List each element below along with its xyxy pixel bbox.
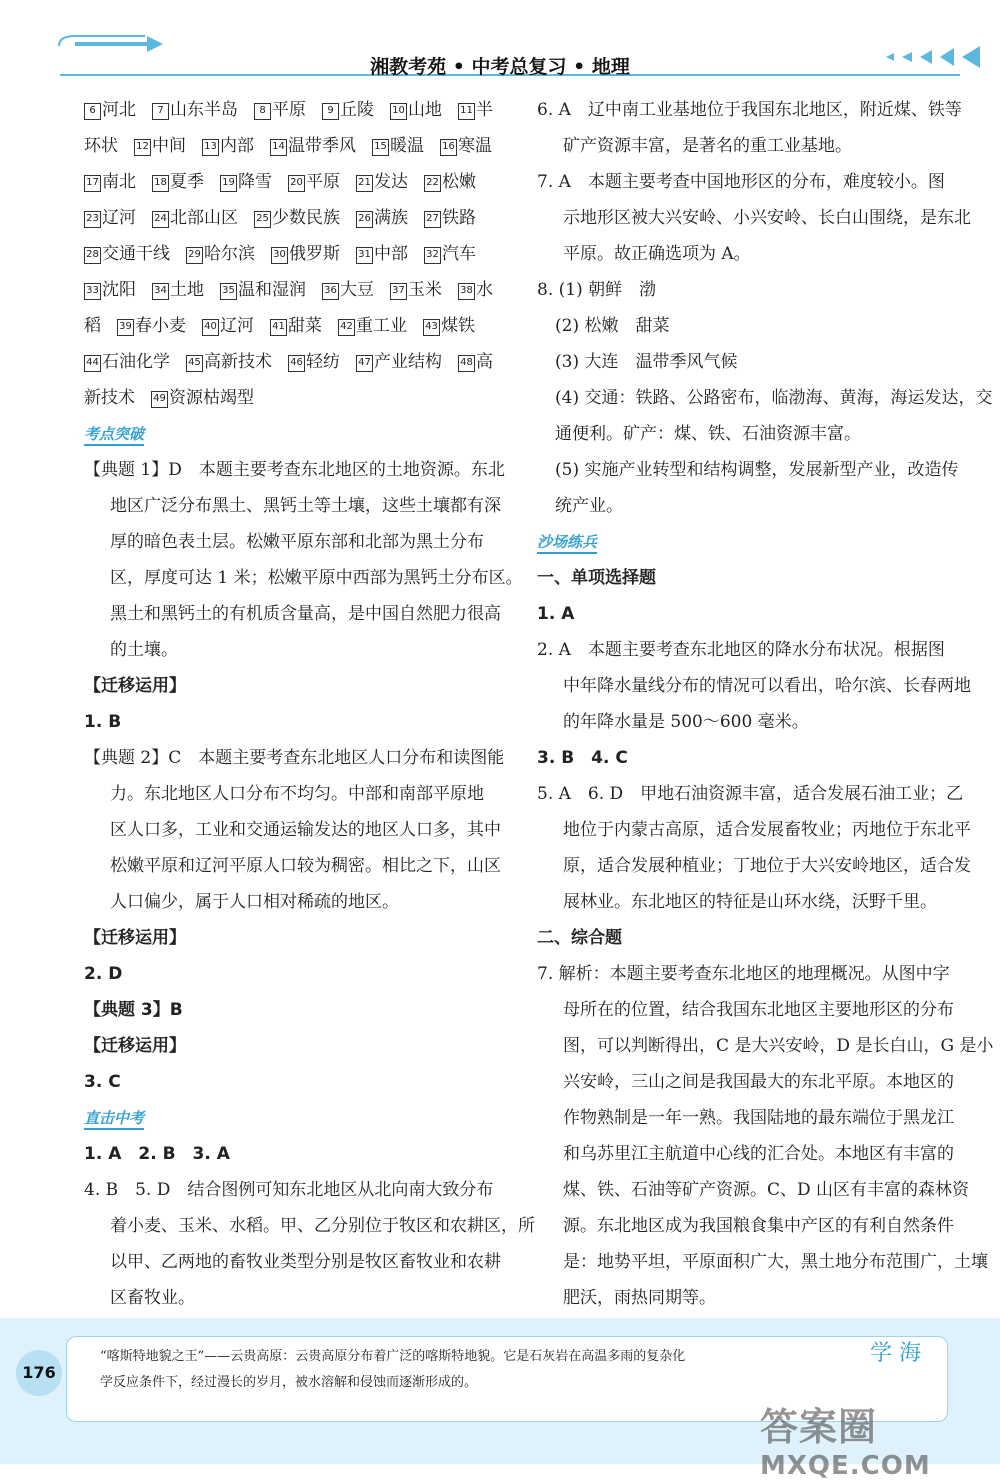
number-box: 31 bbox=[356, 247, 373, 264]
text-line: 煤、铁、石油等矿产资源。C、D 山区有丰富的森林资 bbox=[563, 1180, 970, 1200]
answer-text: 重工业 bbox=[356, 316, 407, 336]
number-box: 22 bbox=[424, 175, 441, 192]
text-line: 的年降水量是 500～600 毫米。 bbox=[563, 712, 809, 732]
answer-text: 河北 bbox=[102, 100, 136, 120]
number-box: 9 bbox=[322, 103, 339, 120]
number-box: 37 bbox=[390, 283, 407, 300]
example-3: 【典题 3】B bbox=[84, 1000, 183, 1020]
text-line: 统产业。 bbox=[555, 496, 623, 516]
answer-row bbox=[84, 308, 504, 344]
answer-item bbox=[186, 352, 272, 372]
answer-text: 南北 bbox=[102, 172, 136, 192]
number-box: 46 bbox=[288, 355, 305, 372]
answer-text: 玉米 bbox=[408, 280, 442, 300]
number-box: 21 bbox=[356, 175, 373, 192]
number-box: 42 bbox=[338, 319, 355, 336]
answer-text: 水 bbox=[476, 280, 493, 300]
number-box: 39 bbox=[117, 319, 134, 336]
logo-xuehai: 学 海 bbox=[870, 1341, 921, 1366]
note-line: 学反应条件下，经过漫长的岁月，被水溶解和侵蚀而逐渐形成的。 bbox=[100, 1375, 478, 1390]
number-box: 45 bbox=[186, 355, 203, 372]
answer-item bbox=[84, 280, 136, 300]
text-line: 黑土和黑钙土的有机质含量高，是中国自然肥力很高 bbox=[110, 604, 501, 624]
text-line: 作物熟制是一年一熟。我国陆地的最东端位于黑龙江 bbox=[563, 1108, 954, 1128]
answer-item bbox=[458, 352, 493, 372]
text-line: (2) 松嫩 甜菜 bbox=[555, 316, 670, 336]
answer-text: 北部山区 bbox=[170, 208, 238, 228]
number-box: 14 bbox=[270, 139, 287, 156]
answer-row bbox=[84, 128, 504, 164]
text-line: 区，厚度可达 1 米；松嫩平原中西部为黑钙土分布区。 bbox=[110, 568, 523, 588]
answer-text: 俄罗斯 bbox=[289, 244, 340, 264]
number-box: 44 bbox=[84, 355, 101, 372]
answer-text: 春小麦 bbox=[135, 316, 186, 336]
text-line: 以甲、乙两地的畜牧业类型分别是牧区畜牧业和农耕 bbox=[110, 1252, 501, 1272]
answer-item bbox=[424, 244, 476, 264]
watermark-url: MXQE.COM bbox=[760, 1451, 931, 1481]
number-box: 11 bbox=[458, 103, 475, 120]
answer-item bbox=[270, 316, 322, 336]
answer-row bbox=[84, 200, 504, 236]
right-column bbox=[537, 92, 994, 1352]
watermark-text: 答案圈 bbox=[760, 1405, 878, 1449]
answer-text: 石油化学 bbox=[102, 352, 170, 372]
answer-item bbox=[390, 280, 442, 300]
text-line: 的土壤。 bbox=[110, 640, 178, 660]
text-line: 示地形区被大兴安岭、小兴安岭、长白山围绕，是东北 bbox=[563, 208, 971, 228]
answer-text: 产业结构 bbox=[374, 352, 442, 372]
number-box: 32 bbox=[424, 247, 441, 264]
answer-item bbox=[220, 280, 306, 300]
answer-text: 大豆 bbox=[340, 280, 374, 300]
answer-item bbox=[322, 100, 374, 120]
number-box: 34 bbox=[152, 283, 169, 300]
answer-text: 辽河 bbox=[220, 316, 254, 336]
number-box: 15 bbox=[372, 139, 389, 156]
answer-item bbox=[372, 136, 424, 156]
answer-text: 降雪 bbox=[238, 172, 272, 192]
answer-text: 煤铁 bbox=[441, 316, 475, 336]
text-line: 源。东北地区成为我国粮食集中产区的有利自然条件 bbox=[563, 1216, 954, 1236]
text-line: 松嫩平原和辽河平原人口较为稠密。相比之下，山区 bbox=[110, 856, 501, 876]
text-line: 人口偏少，属于人口相对稀疏的地区。 bbox=[110, 892, 399, 912]
answer-item bbox=[152, 100, 238, 120]
number-box: 25 bbox=[254, 211, 271, 228]
answer-item bbox=[84, 316, 101, 336]
subsection-heading: 二、综合题 bbox=[537, 928, 622, 948]
text-line: 地区广泛分布黑土、黑钙土等土壤，这些土壤都有深 bbox=[110, 496, 501, 516]
number-box: 36 bbox=[322, 283, 339, 300]
number-box: 16 bbox=[440, 139, 457, 156]
example-2 bbox=[84, 740, 504, 920]
answer-item bbox=[288, 172, 340, 192]
answer-text: 中部 bbox=[374, 244, 408, 264]
answer-item bbox=[254, 100, 306, 120]
answer-line: 3. C bbox=[84, 1072, 121, 1092]
answer-row bbox=[84, 236, 504, 272]
answer-item bbox=[424, 172, 476, 192]
subsection-heading: 一、单项选择题 bbox=[537, 568, 656, 588]
answer-item bbox=[356, 352, 442, 372]
answer-line: 1. A 2. B 3. A bbox=[84, 1144, 230, 1164]
text-line: 【典题 2】C 本题主要考查东北地区人口分布和读图能 bbox=[84, 748, 505, 768]
answer-text: 土地 bbox=[170, 280, 204, 300]
number-box: 27 bbox=[424, 211, 441, 228]
answer-item bbox=[356, 244, 408, 264]
answer-item bbox=[134, 136, 186, 156]
answer-item bbox=[202, 316, 254, 336]
answer-text: 稻 bbox=[84, 316, 101, 336]
answer-line: 2. D bbox=[84, 964, 123, 984]
answer-text: 交通干线 bbox=[102, 244, 170, 264]
answer-item bbox=[84, 244, 170, 264]
text-line: 通便利。矿产：煤、铁、石油资源丰富。 bbox=[555, 424, 861, 444]
number-box: 29 bbox=[186, 247, 203, 264]
number-box: 47 bbox=[356, 355, 373, 372]
number-box: 41 bbox=[270, 319, 287, 336]
answer-text: 满族 bbox=[374, 208, 408, 228]
header-triangles-icon bbox=[880, 44, 990, 70]
header-title: 湘教考苑 • 中考总复习 • 地理 bbox=[370, 56, 630, 78]
text-line: 平原。故正确选项为 A。 bbox=[563, 244, 751, 264]
text-line: 7. A 本题主要考查中国地形区的分布，难度较小。图 bbox=[537, 172, 945, 192]
answer-item bbox=[152, 280, 204, 300]
section-zhiji-zhongkao: 直击中考 bbox=[84, 1100, 504, 1136]
number-box: 12 bbox=[134, 139, 151, 156]
answer-item bbox=[356, 208, 408, 228]
number-box: 20 bbox=[288, 175, 305, 192]
answer-item bbox=[322, 280, 374, 300]
answer-item bbox=[356, 172, 408, 192]
answer-text: 甜菜 bbox=[288, 316, 322, 336]
text-line: 中年降水量线分布的情况可以看出，哈尔滨、长春两地 bbox=[563, 676, 971, 696]
answer-row bbox=[84, 380, 504, 416]
answer-text: 哈尔滨 bbox=[204, 244, 255, 264]
answer-row bbox=[84, 272, 504, 308]
transfer-heading: 【迁移运用】 bbox=[84, 928, 186, 948]
answer-item bbox=[202, 136, 254, 156]
answer-line: 1. A bbox=[537, 604, 575, 624]
text-line: 母所在的位置，结合我国东北地区主要地形区的分布 bbox=[563, 1000, 954, 1020]
answer-text: 半 bbox=[476, 100, 493, 120]
text-line: 地位于内蒙古高原，适合发展畜牧业；丙地位于东北平 bbox=[563, 820, 971, 840]
answer-text: 寒温 bbox=[458, 136, 492, 156]
answer-item bbox=[390, 100, 442, 120]
answer-text: 少数民族 bbox=[272, 208, 340, 228]
text-line: 矿产资源丰富，是著名的重工业基地。 bbox=[563, 136, 852, 156]
number-box: 6 bbox=[84, 103, 101, 120]
text-line: 力。东北地区人口分布不均匀。中部和南部平原地 bbox=[110, 784, 484, 804]
note-line: “喀斯特地貌之王”——云贵高原：云贵高原分布着广泛的喀斯特地貌。它是石灰岩在高温多雨的复杂化 bbox=[100, 1349, 686, 1364]
answer-text: 高新技术 bbox=[204, 352, 272, 372]
number-box: 38 bbox=[458, 283, 475, 300]
number-box: 43 bbox=[423, 319, 440, 336]
answer-line: 1. B bbox=[84, 712, 122, 732]
answer-text: 辽河 bbox=[102, 208, 136, 228]
answer-text: 高 bbox=[476, 352, 493, 372]
text-line: 5. A 6. D 甲地石油资源丰富，适合发展石油工业；乙 bbox=[537, 784, 964, 804]
section-shachang-lianbing: 沙场练兵 bbox=[537, 524, 959, 560]
answer-item bbox=[151, 388, 254, 408]
answer-text: 铁路 bbox=[442, 208, 476, 228]
answer-item bbox=[440, 136, 492, 156]
number-box: 7 bbox=[152, 103, 169, 120]
left-column bbox=[84, 92, 535, 1316]
text-line: 区人口多，工业和交通运输发达的地区人口多，其中 bbox=[110, 820, 501, 840]
transfer-heading: 【迁移运用】 bbox=[84, 676, 186, 696]
answer-text: 平原 bbox=[272, 100, 306, 120]
number-box: 26 bbox=[356, 211, 373, 228]
text-line: 4. B 5. D 结合图例可知东北地区从北向南大致分布 bbox=[84, 1180, 494, 1200]
watermark bbox=[760, 1396, 985, 1481]
text-line: 2. A 本题主要考查东北地区的降水分布状况。根据图 bbox=[537, 640, 945, 660]
answer-item bbox=[152, 208, 238, 228]
text-line: 肥沃，雨热同期等。 bbox=[563, 1288, 716, 1308]
number-box: 13 bbox=[202, 139, 219, 156]
answer-line: 3. B 4. C bbox=[537, 748, 628, 768]
number-box: 30 bbox=[271, 247, 288, 264]
answer-text: 中间 bbox=[152, 136, 186, 156]
answer-item bbox=[186, 244, 255, 264]
answer-text: 山地 bbox=[408, 100, 442, 120]
answer-text: 汽车 bbox=[442, 244, 476, 264]
answer-text: 资源枯竭型 bbox=[169, 388, 254, 408]
answer-item bbox=[84, 352, 170, 372]
text-line: 图，可以判断得出，C 是大兴安岭，D 是长白山，G 是小 bbox=[563, 1036, 994, 1056]
answer-row bbox=[84, 164, 504, 200]
text-line: (5) 实施产业转型和结构调整，发展新型产业，改造传 bbox=[555, 460, 959, 480]
answer-text: 平原 bbox=[306, 172, 340, 192]
number-box: 48 bbox=[458, 355, 475, 372]
answer-text: 山东半岛 bbox=[170, 100, 238, 120]
answer-row bbox=[84, 92, 504, 128]
number-box: 10 bbox=[390, 103, 407, 120]
answer-item bbox=[84, 208, 136, 228]
example-1 bbox=[84, 452, 523, 668]
number-box: 28 bbox=[84, 247, 101, 264]
text-line: 8. (1) 朝鲜 渤 bbox=[537, 280, 657, 300]
number-box: 23 bbox=[84, 211, 101, 228]
page-number: 176 bbox=[16, 1350, 62, 1396]
text-line: 厚的暗色表土层。松嫩平原东部和北部为黑土分布 bbox=[110, 532, 484, 552]
answer-text: 沈阳 bbox=[102, 280, 136, 300]
answer-item bbox=[271, 244, 340, 264]
section-kaodian-tupo: 考点突破 bbox=[84, 416, 504, 452]
text-line: (4) 交通：铁路、公路密布，临渤海、黄海，海运发达，交 bbox=[555, 388, 993, 408]
answer-text: 温带季风 bbox=[288, 136, 356, 156]
number-box: 18 bbox=[152, 175, 169, 192]
number-box: 17 bbox=[84, 175, 101, 192]
text-line: 6. A 辽中南工业基地位于我国东北地区，附近煤、铁等 bbox=[537, 100, 962, 120]
answer-item bbox=[84, 136, 118, 156]
answer-item bbox=[424, 208, 476, 228]
answer-item bbox=[84, 172, 136, 192]
answer-text: 内部 bbox=[220, 136, 254, 156]
answer-text: 松嫩 bbox=[442, 172, 476, 192]
answer-text: 轻纺 bbox=[306, 352, 340, 372]
number-box: 24 bbox=[152, 211, 169, 228]
answer-text: 夏季 bbox=[170, 172, 204, 192]
answer-item bbox=[338, 316, 407, 336]
number-box: 19 bbox=[220, 175, 237, 192]
answer-item bbox=[288, 352, 340, 372]
number-box: 40 bbox=[202, 319, 219, 336]
answer-item bbox=[152, 172, 204, 192]
answer-item bbox=[84, 100, 136, 120]
text-line: 展林业。东北地区的特征是山环水绕，沃野千里。 bbox=[563, 892, 937, 912]
text-line: 兴安岭，三山之间是我国最大的东北平原。本地区的 bbox=[563, 1072, 954, 1092]
answer-item bbox=[117, 316, 186, 336]
answer-text: 温和湿润 bbox=[238, 280, 306, 300]
answer-text: 丘陵 bbox=[340, 100, 374, 120]
number-box: 33 bbox=[84, 283, 101, 300]
answer-item bbox=[220, 172, 272, 192]
text-line: 区畜牧业。 bbox=[110, 1288, 195, 1308]
footer-note bbox=[100, 1344, 860, 1396]
number-box: 35 bbox=[220, 283, 237, 300]
answer-item bbox=[84, 388, 135, 408]
number-box: 8 bbox=[254, 103, 271, 120]
number-box: 49 bbox=[151, 391, 168, 408]
text-line: 和乌苏里江主航道中心线的汇合处。本地区有丰富的 bbox=[563, 1144, 954, 1164]
answer-text: 环状 bbox=[84, 136, 118, 156]
answer-item bbox=[270, 136, 356, 156]
answer-row bbox=[84, 344, 504, 380]
answer-item bbox=[458, 100, 493, 120]
text-line: 是：地势平坦，平原面积广大，黑土地分布范围广，土壤 bbox=[563, 1252, 988, 1272]
answer-text: 暖温 bbox=[390, 136, 424, 156]
transfer-heading: 【迁移运用】 bbox=[84, 1036, 186, 1056]
answer-item bbox=[254, 208, 340, 228]
text-line: (3) 大连 温带季风气候 bbox=[555, 352, 738, 372]
answer-item bbox=[458, 280, 493, 300]
text-line: 【典题 1】D 本题主要考查东北地区的土地资源。东北 bbox=[84, 460, 505, 480]
text-line: 7. 解析：本题主要考查东北地区的地理概况。从图中字 bbox=[537, 964, 950, 984]
answer-item bbox=[423, 316, 475, 336]
answer-text: 发达 bbox=[374, 172, 408, 192]
text-line: 原，适合发展种植业；丁地位于大兴安岭地区，适合发 bbox=[563, 856, 971, 876]
answer-text: 新技术 bbox=[84, 388, 135, 408]
fill-in-answers bbox=[84, 92, 504, 416]
text-line: 着小麦、玉米、水稻。甲、乙分别位于牧区和农耕区，所 bbox=[110, 1216, 535, 1236]
